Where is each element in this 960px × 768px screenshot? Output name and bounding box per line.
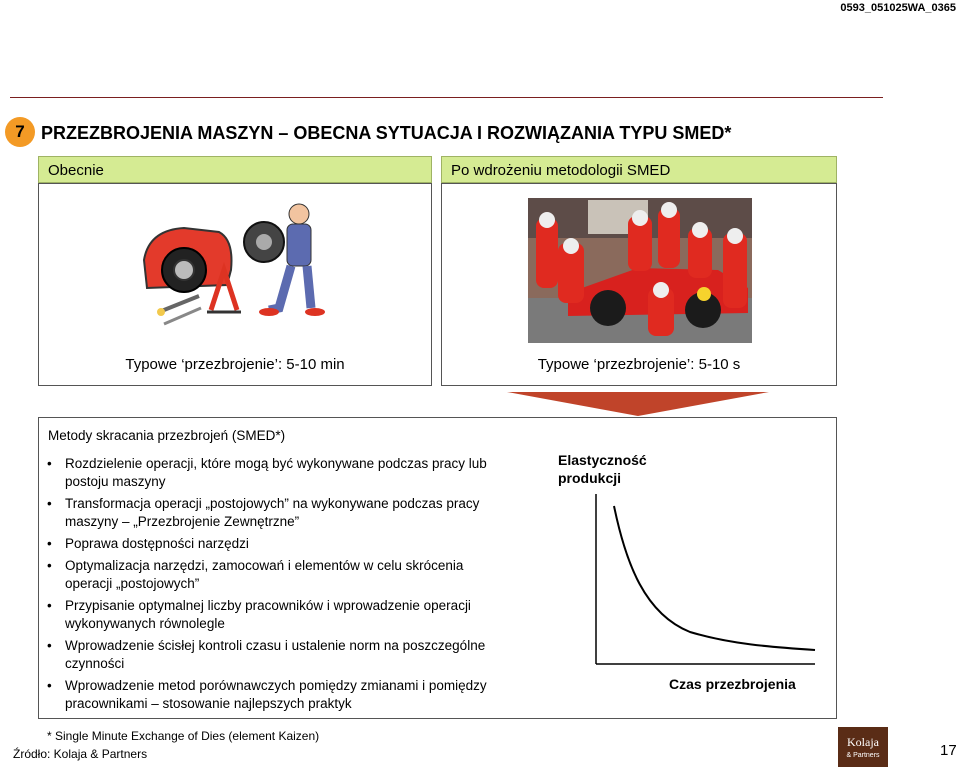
list-item: • Optymalizacja narzędzi, zamocowań i elementów w celu skrócenia operacji „postojowych” [45,557,490,593]
list-item: • Przypisanie optymalnej liczby pracowników i wprowadzenie operacji wykonywanych równolegle [45,597,490,633]
list-item: • Poprawa dostępności narzędzi [45,535,490,553]
methods-list [45,455,490,717]
top-rule [10,97,883,98]
chart-x-axis-label: Czas przezbrojenia [669,676,796,692]
list-item: • Rozdzielenie operacji, które mogą być wykonywane podczas pracy lub postoju maszyny [45,455,490,491]
smed-state-header: Po wdrożeniu metodologii SMED [441,156,837,183]
pit-stop-photo [528,198,752,343]
slide-title: PRZEZBROJENIA MASZYN – OBECNA SYTUACJA I ROZWIĄZANIA TYPU SMED* [41,123,732,143]
page-number: 17 [940,742,957,759]
smed-changeover-caption: Typowe ‘przezbrojenie’: 5-10 s [537,356,741,373]
section-number-badge: 7 [5,117,35,147]
logo-subtitle: & Partners [846,752,880,759]
document-id: 0593_051025WA_0365 [840,2,956,14]
logo-name: Kolaja [847,735,879,749]
footnote: * Single Minute Exchange of Dies (element Kaizen) [47,729,320,743]
current-state-panel [38,183,432,386]
list-item: • Transformacja operacji „postojowych” na wykonywane podczas pracy maszyny – „Przezbrojenie Zewnętrzne” [45,495,490,531]
chart-y-axis-label: Elastyczność produkcji [558,452,647,486]
kolaja-partners-logo [838,727,888,767]
source-note: Źródło: Kolaja & Partners [13,747,148,761]
mechanic-changing-tire-illustration [139,200,339,340]
methods-title: Metody skracania przezbrojeń (SMED*) [48,428,286,443]
smed-state-panel [441,183,837,386]
list-item: • Wprowadzenie ścisłej kontroli czasu i ustalenie norm na poszczególne czynności [45,637,490,673]
current-state-header: Obecnie [38,156,432,183]
flexibility-chart [590,494,820,674]
down-arrow-icon [507,392,769,416]
list-item: • Wprowadzenie metod porównawczych pomiędzy zmianami i pomiędzy pracownikami – stosowanie najlepszych praktyk [45,677,490,713]
current-changeover-caption: Typowe ‘przezbrojenie’: 5-10 min [125,356,345,373]
chart-series-line [614,506,815,650]
